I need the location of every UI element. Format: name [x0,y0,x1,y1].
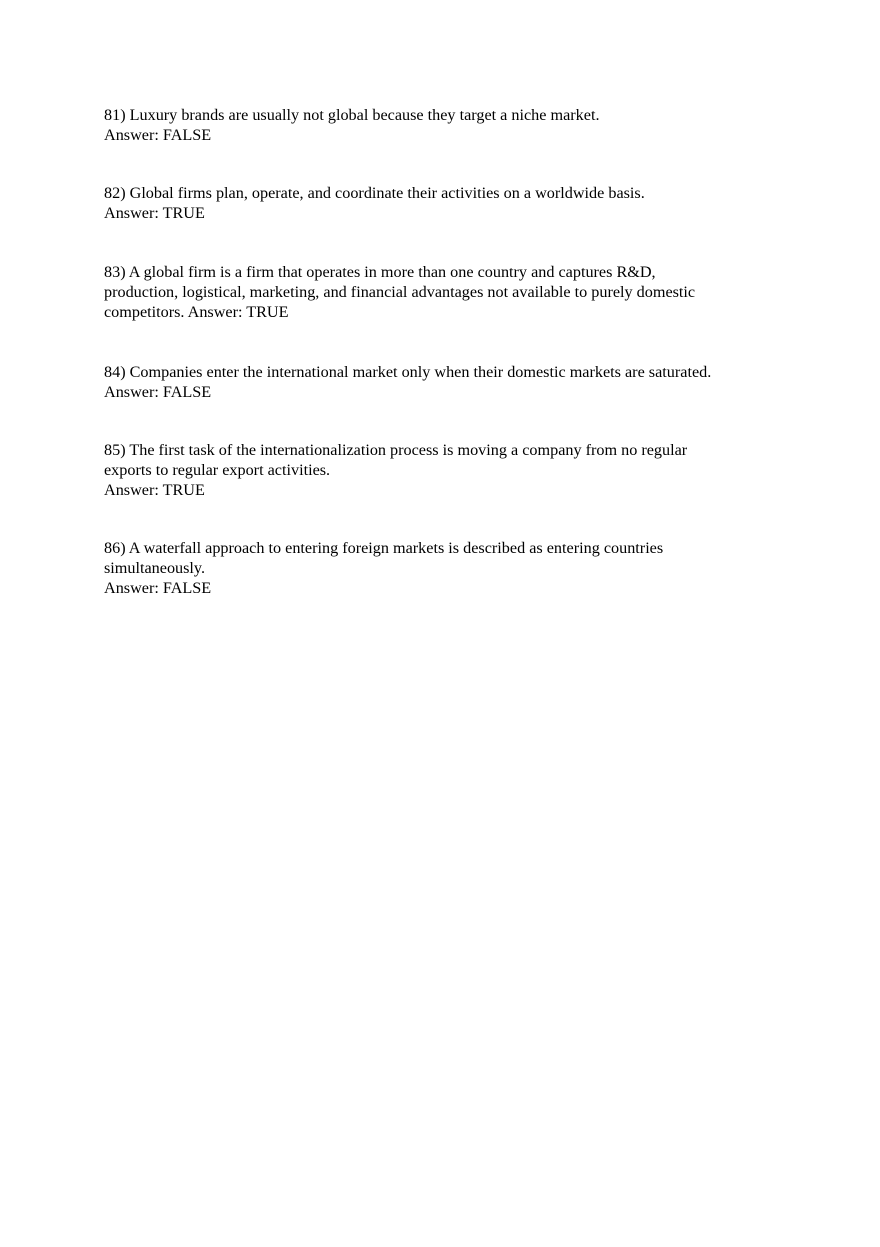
question-84 [104,363,804,403]
question-85 [104,441,804,500]
question-text-continued: production, logistical, marketing, and financial advantages not available to purely domestic [104,282,696,301]
question-83 [104,263,804,322]
question-text: 86) A waterfall approach to entering foreign markets is described as entering countries [104,539,664,557]
question-81 [104,106,804,146]
answer-text: Answer: FALSE [104,125,212,144]
answer-text: Answer: FALSE [104,382,212,401]
question-text-with-answer: competitors. Answer: TRUE [104,302,289,321]
question-text: 81) Luxury brands are usually not global because they target a niche market. [104,106,600,124]
question-text-continued: exports to regular export activities. [104,460,331,479]
question-text: 82) Global firms plan, operate, and coordinate their activities on a worldwide basis. [104,184,645,202]
question-text: 84) Companies enter the international market only when their domestic markets are saturated. [104,363,712,381]
question-86 [104,539,804,598]
answer-text: Answer: TRUE [104,480,205,499]
answer-text: Answer: TRUE [104,203,205,222]
question-text: 85) The first task of the internationalization process is moving a company from no regular [104,441,688,459]
question-text-continued: simultaneously. [104,558,206,577]
question-82 [104,184,804,224]
answer-text: Answer: FALSE [104,578,212,597]
question-text: 83) A global firm is a firm that operates in more than one country and captures R&D, [104,263,656,281]
